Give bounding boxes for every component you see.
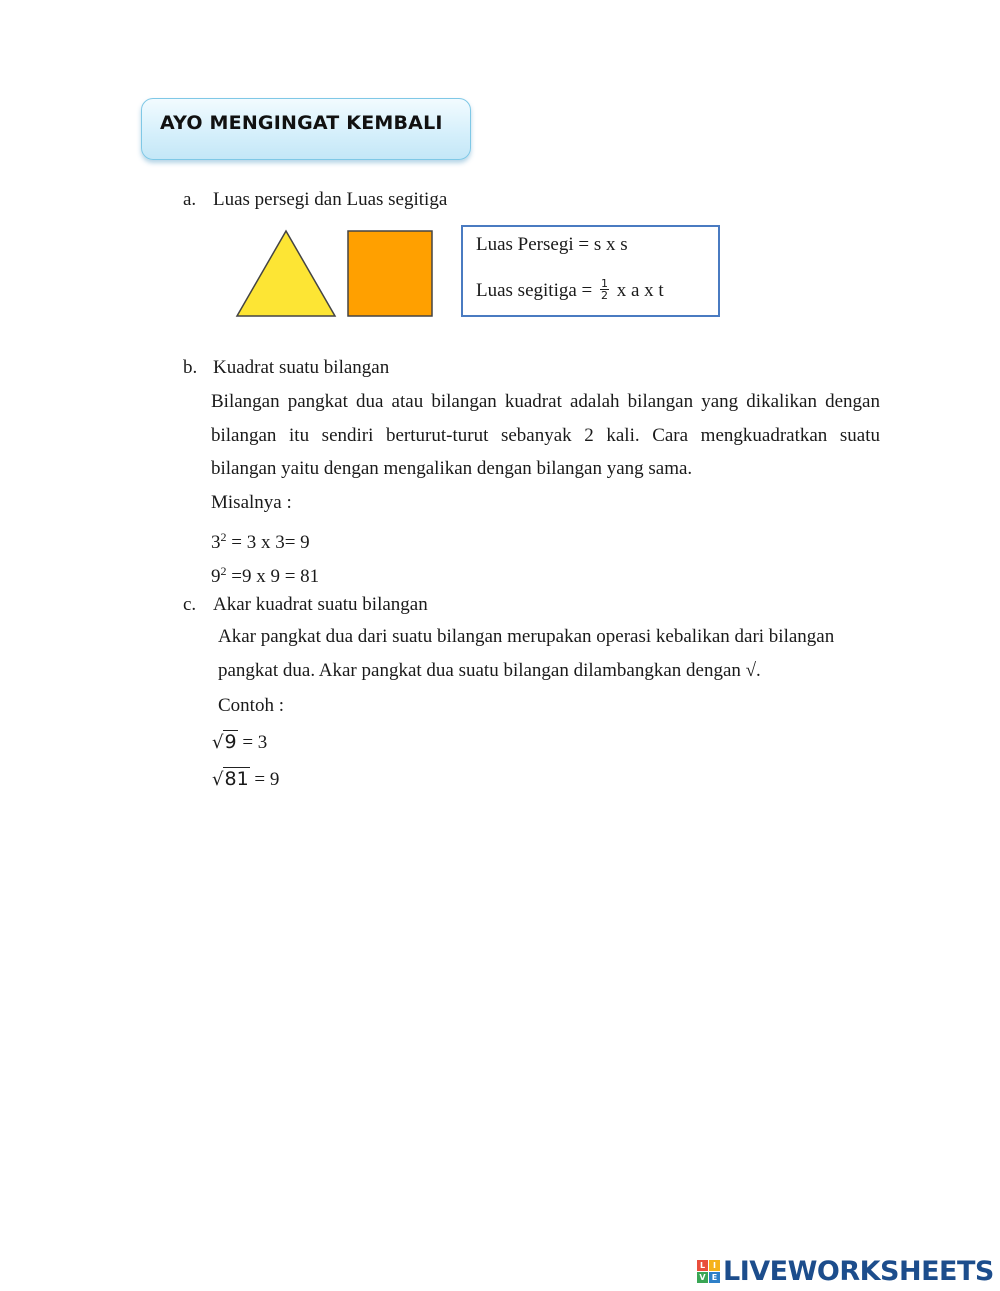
- square-shape: [348, 231, 432, 316]
- fraction-numerator: 1: [601, 277, 608, 291]
- example-exponent: 2: [220, 564, 227, 578]
- example-base: 9: [211, 566, 221, 587]
- example-exponent: 2: [220, 530, 227, 544]
- example-rest: =9 x 9 = 81: [226, 566, 320, 587]
- example-radicand: 81: [224, 768, 249, 790]
- square-example: [211, 560, 319, 588]
- example-radicand: 9: [224, 731, 237, 753]
- section-c-line: pangkat dua. Akar pangkat dua suatu bilangan dilambangkan dengan √.: [218, 659, 761, 681]
- section-c-title: Akar kuadrat suatu bilangan: [213, 594, 428, 615]
- logo-letter: E: [709, 1272, 720, 1283]
- logo-letter: V: [697, 1272, 708, 1283]
- section-b-title: Kuadrat suatu bilangan: [213, 357, 390, 378]
- logo-letter: L: [697, 1260, 708, 1271]
- logo-letter: I: [709, 1260, 720, 1271]
- square-example: [211, 526, 310, 554]
- shapes-illustration: [234, 228, 438, 320]
- formula-square: Luas Persegi = s x s: [476, 234, 628, 255]
- root-example: [212, 731, 267, 754]
- liveworksheets-logo-icon: [697, 1260, 720, 1283]
- example-rest: = 3: [237, 732, 268, 753]
- root-example: [212, 768, 279, 791]
- section-c-example-label: Contoh :: [218, 695, 284, 716]
- sqrt-icon: √: [212, 732, 224, 753]
- section-c-paragraph: [218, 620, 878, 687]
- formula-triangle-prefix: Luas segitiga =: [476, 280, 593, 301]
- section-c-marker: c.: [183, 594, 197, 615]
- header-title: AYO MENGINGAT KEMBALI: [160, 112, 443, 134]
- example-rest: = 9: [249, 769, 280, 790]
- sqrt-icon: √: [212, 769, 224, 790]
- section-b-paragraph: [211, 385, 880, 486]
- example-base: 3: [211, 532, 221, 553]
- triangle-shape: [237, 231, 335, 316]
- example-rest: = 3 x 3= 9: [226, 532, 310, 553]
- fraction-half: [600, 278, 609, 301]
- liveworksheets-brand[interactable]: [697, 1255, 994, 1287]
- section-b-line: bilangan yaitu dengan mengalikan dengan bilangan yang sama.: [211, 458, 693, 479]
- formula-triangle-suffix: x a x t: [616, 280, 664, 301]
- brand-name: LIVEWORKSHEETS: [723, 1255, 994, 1287]
- section-b-marker: b.: [183, 357, 198, 378]
- section-b-line: Bilangan pangkat dua atau bilangan kuadrat adalah bilangan yang dikalikan dengan: [211, 391, 880, 412]
- fraction-denominator: 2: [601, 289, 608, 303]
- section-b-example-label: Misalnya :: [211, 492, 292, 513]
- section-b-line: bilangan itu sendiri berturut-turut sebanyak 2 kali. Cara mengkuadratkan suatu: [211, 424, 880, 446]
- section-a-marker: a.: [183, 189, 197, 210]
- section-a-title: Luas persegi dan Luas segitiga: [213, 189, 448, 210]
- section-c-line: Akar pangkat dua dari suatu bilangan merupakan operasi kebalikan dari bilangan: [218, 626, 835, 647]
- formula-triangle: [476, 277, 664, 303]
